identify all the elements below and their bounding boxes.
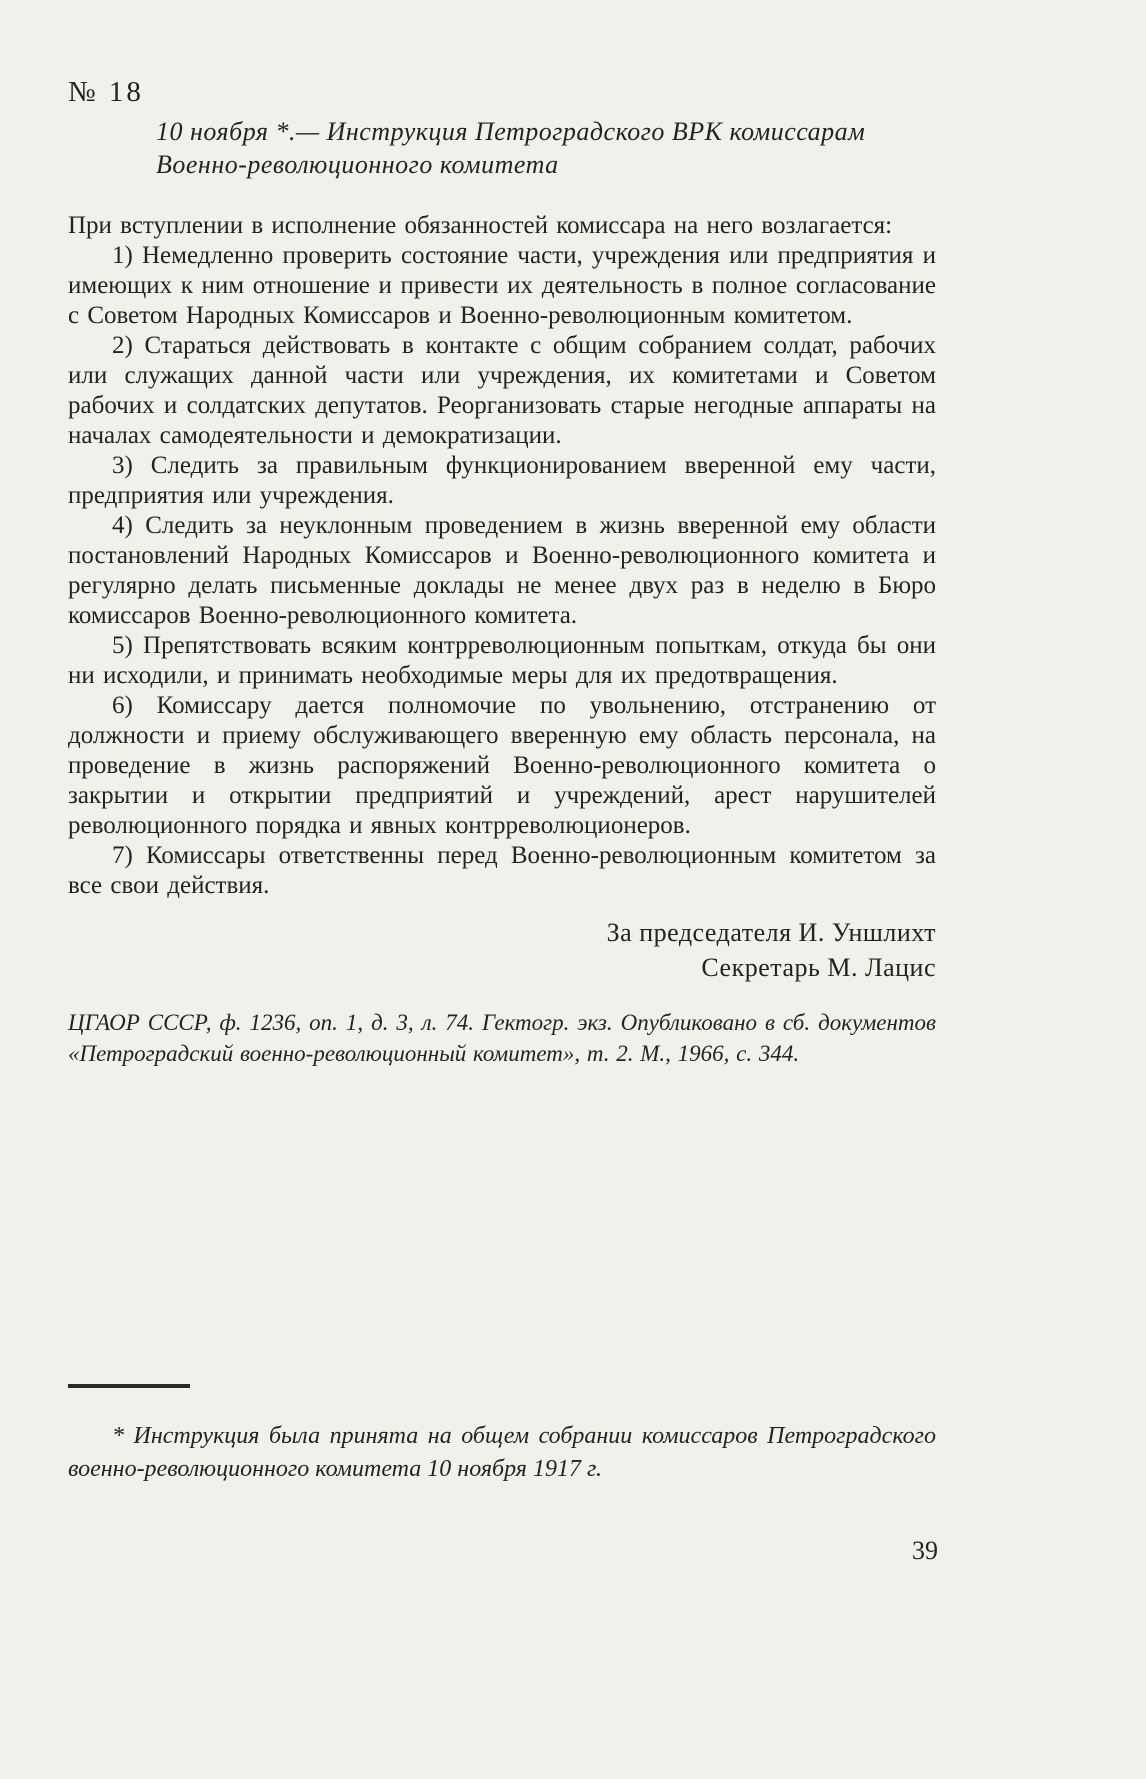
paragraph: 4) Следить за неуклонным проведением в жизнь вверенной ему области постановлений Народных Комиссаров и Военно-революционного комитета и регулярно делать письменные доклады не менее двух раз в неделю в Бюро комиссаров Военно-революционного комитета.: [68, 512, 936, 629]
signature-chairman: За председателя И. Уншлихт: [606, 918, 936, 947]
document-body: [68, 211, 936, 901]
footnote-text: * Инструкция была принята на общем собрании комиссаров Петроградского военно-революционного комитета 10 ноября 1917 г.: [68, 1423, 936, 1482]
paragraph: 6) Комиссару дается полномочие по увольнению, отстранению от должности и приему обслуживающего вверенную ему область персонала, на проведение в жизнь распоряжений Военно-революционного комитета о закрытии и открытии предприятий и учреждений, арест нарушителей революционного порядка и явных контрреволюционеров.: [68, 692, 936, 839]
paragraph: 7) Комиссары ответственны перед Военно-революционным комитетом за все свои действия.: [68, 842, 936, 899]
page-number: 39: [912, 1536, 938, 1565]
footnote-block: [68, 1384, 936, 1486]
paragraph: 1) Немедленно проверить состояние части, учреждения или предприятия и имеющих к ним отношение и привести их деятельность в полное согласование с Советом Народных Комиссаров и Военно-революционным комитетом.: [68, 242, 936, 329]
paragraph: При вступлении в исполнение обязанностей комиссара на него возлагается:: [68, 212, 893, 239]
signature-secretary: Секретарь М. Лацис: [701, 953, 936, 982]
document-heading: 10 ноября *.— Инструкция Петроградского ВРК комиссарам Военно-революционного комитета: [156, 117, 866, 179]
source-note: ЦГАОР СССР, ф. 1236, оп. 1, д. 3, л. 74. Гектогр. экз. Опубликовано в сб. документов «Петроградский военно-революционный комитет», т. 2. М., 1966, с. 344.: [68, 1010, 936, 1066]
signature-block: [68, 915, 936, 985]
paragraph: 2) Стараться действовать в контакте с общим собранием солдат, рабочих или служащих данной части или учреждения, их комитетами и Советом рабочих и солдатских депутатов. Реорганизовать старые негодные аппараты на началах самодеятельности и демократизации.: [68, 332, 936, 449]
paragraph: 5) Препятствовать всяким контрреволюционным попыткам, откуда бы они ни исходили, и принимать необходимые меры для их предотвращения.: [68, 632, 936, 689]
footnote-rule: [68, 1384, 190, 1388]
document-number: № 18: [68, 76, 144, 108]
document-content: [68, 76, 936, 1069]
paragraph: 3) Следить за правильным функционированием вверенной ему части, предприятия или учреждения.: [68, 452, 936, 509]
